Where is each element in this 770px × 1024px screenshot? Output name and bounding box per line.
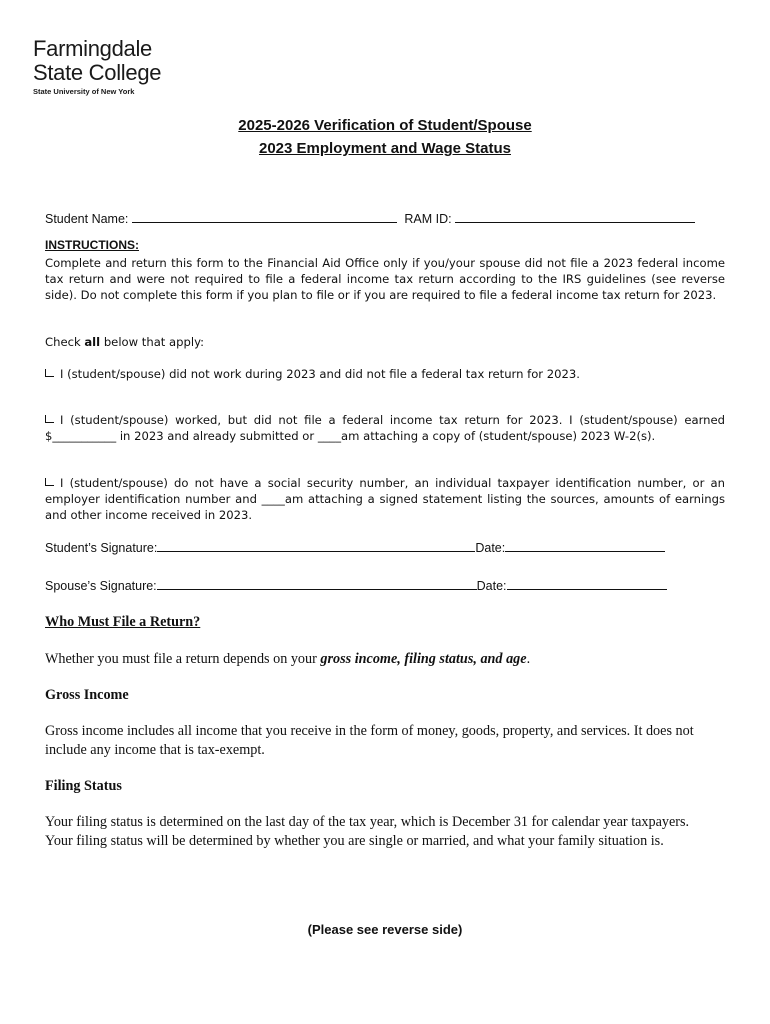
option-3 [45, 475, 725, 523]
instructions-text: Complete and return this form to the Financial Aid Office only if you/your spouse did not file a 2023 federal income tax return and were not required to file a federal income tax return according to the IRS guidelines (see reverse side). Do not complete this form if you plan to file or if you are required to file a federal income tax return for 2023. [45, 256, 725, 302]
student-info-row [45, 210, 695, 226]
check-bold: all [84, 335, 101, 349]
who-text-prefix: Whether you must file a return depends on your [45, 651, 317, 667]
spouse-signature-row [45, 577, 667, 593]
option-3-text: I (student/spouse) do not have a social security number, an individual taxpayer identification number, or an employer identification number and ____am attaching a signed statement listing the sources, amounts of earnings and other income received in 2023. [45, 476, 725, 522]
student-date-label: Date: [475, 541, 506, 555]
student-name-field[interactable] [132, 210, 397, 223]
option-1-text: I (student/spouse) did not work during 2023 and did not file a federal tax return for 2023. [60, 367, 580, 381]
check-instruction [45, 334, 725, 350]
who-text-emphasis: gross income, filing status, and age [320, 651, 527, 667]
student-signature-field[interactable] [157, 539, 475, 552]
option-2-text: I (student/spouse) worked, but did not file a federal income tax return for 2023. I (student/spouse) earned $___________ in 2023 and already submitted or ____am attaching a copy of (student/spouse) 2023 W-2(s). [45, 413, 725, 443]
reverse-side-note: (Please see reverse side) [307, 922, 463, 937]
ram-id-field[interactable] [455, 210, 695, 223]
option-2 [45, 412, 725, 444]
spouse-date-field[interactable] [507, 577, 667, 590]
form-title-line-2: 2023 Employment and Wage Status [258, 140, 511, 157]
check-suffix: below that apply: [103, 335, 204, 349]
who-must-file-text [45, 650, 725, 669]
who-must-file-heading: Who Must File a Return? [45, 614, 201, 630]
logo-line-2: State College [33, 60, 162, 85]
option-1 [45, 366, 725, 382]
filing-status-text: Your filing status is determined on the last day of the tax year, which is December 31 for calendar year taxpayers. Your filing status will be determined by whether you are single or married, and what your family situation is. [45, 814, 690, 849]
who-text-suffix: . [526, 651, 531, 667]
gross-income-heading: Gross Income [45, 687, 129, 703]
student-signature-row [45, 539, 665, 555]
logo-line-1: Farmingdale [33, 36, 152, 61]
student-signature-label: Student’s Signature: [45, 541, 158, 555]
student-date-field[interactable] [505, 539, 665, 552]
option-1-checkbox[interactable] [45, 369, 54, 377]
spouse-date-label: Date: [476, 579, 507, 593]
instructions-heading: INSTRUCTIONS: [45, 238, 139, 252]
spouse-signature-field[interactable] [157, 577, 477, 590]
ram-id-label: RAM ID: [404, 212, 452, 226]
spouse-signature-label: Spouse’s Signature: [45, 579, 157, 593]
student-name-label: Student Name: [45, 212, 129, 226]
college-logo [33, 37, 213, 97]
form-title-line-1: 2025-2026 Verification of Student/Spouse [238, 117, 532, 134]
check-prefix: Check [45, 335, 81, 349]
option-2-checkbox[interactable] [45, 415, 54, 423]
filing-status-heading: Filing Status [45, 778, 122, 794]
gross-income-text: Gross income includes all income that you receive in the form of money, goods, property, and services. It does not include any income that is tax-exempt. [45, 723, 694, 758]
option-3-checkbox[interactable] [45, 478, 54, 486]
logo-line-3: State University of New York [33, 87, 135, 96]
